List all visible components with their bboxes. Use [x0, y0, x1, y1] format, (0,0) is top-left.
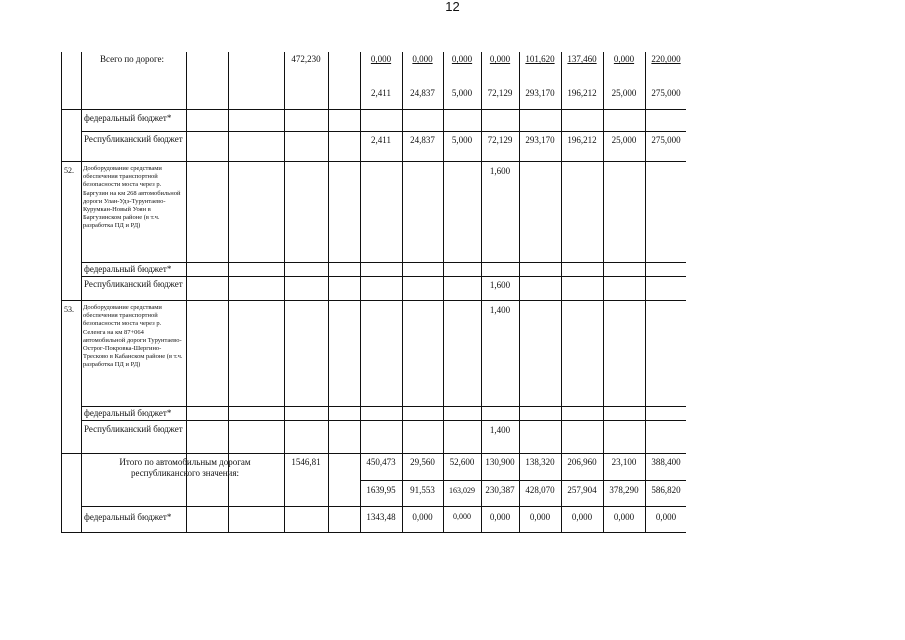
fed-budget-label-53: федеральный бюджет* [84, 408, 172, 418]
total-rep-top-4: 130,900 [485, 457, 515, 467]
total-rep-top-6: 206,960 [567, 457, 597, 467]
total-rep-top-3: 52,600 [449, 457, 475, 467]
rep-52-value: 1,600 [489, 280, 511, 290]
total-road-top-7: 0,000 [613, 54, 635, 64]
total-road-label: Всего по дороге: [100, 54, 165, 64]
total-road-bottom-3: 5,000 [451, 88, 473, 98]
total-road-bottom-6: 196,212 [567, 88, 597, 98]
fed-budget-label-1: федеральный бюджет* [84, 113, 172, 123]
rep1-val-2: 24,837 [410, 135, 435, 145]
total-road-col5: 472,230 [291, 54, 321, 64]
total-rep-bottom-1: 1639,95 [366, 485, 396, 495]
rep1-val-5: 293,170 [525, 135, 555, 145]
total-rep-top-2: 29,560 [410, 457, 435, 467]
total-road-top-5: 101,620 [525, 54, 555, 64]
total-rep-top-8: 388,400 [651, 457, 681, 467]
fed-total-val-6: 0,000 [571, 512, 593, 522]
rep1-val-7: 25,000 [611, 135, 637, 145]
total-road-bottom-1: 2,411 [371, 88, 391, 98]
total-rep-top-1: 450,473 [366, 457, 396, 467]
total-republic-col5: 1546,81 [291, 457, 321, 467]
fed-total-val-8: 0,000 [655, 512, 677, 522]
total-rep-bottom-7: 378,290 [609, 485, 639, 495]
total-road-bottom-2: 24,837 [410, 88, 435, 98]
item-52-number: 52. [64, 166, 74, 175]
rep1-val-6: 196,212 [567, 135, 597, 145]
fed-total-val-5: 0,000 [529, 512, 551, 522]
rep-budget-label-52: Республиканский бюджет [84, 279, 183, 289]
total-road-top-8: 220,000 [651, 54, 681, 64]
fed-total-val-1: 1343,48 [366, 512, 396, 522]
fed-total-val-3: 0,000 [453, 512, 471, 521]
rep1-val-8: 275,000 [651, 135, 681, 145]
total-republic-label: Итого по автомобильным дорогам республиканского значения: [119, 457, 251, 478]
item-53-value: 1,400 [489, 305, 511, 315]
fed-budget-label-total: федеральный бюджет* [84, 512, 172, 522]
total-rep-top-7: 23,100 [611, 457, 637, 467]
fed-total-val-7: 0,000 [613, 512, 635, 522]
total-rep-bottom-4: 230,387 [485, 485, 515, 495]
rep-budget-label-1: Республиканский бюджет [84, 134, 183, 144]
total-road-bottom-5: 293,170 [525, 88, 555, 98]
item-53-number: 53. [64, 305, 74, 314]
total-rep-bottom-3: 163,029 [449, 486, 475, 495]
total-road-bottom-4: 72,129 [487, 88, 513, 98]
item-52-value: 1,600 [489, 166, 511, 176]
rep-budget-label-53: Республиканский бюджет [84, 424, 183, 434]
total-rep-bottom-6: 257,904 [567, 485, 597, 495]
total-rep-bottom-2: 91,553 [410, 485, 435, 495]
total-road-top-4: 0,000 [489, 54, 511, 64]
total-road-bottom-7: 25,000 [611, 88, 637, 98]
total-rep-top-5: 138,320 [525, 457, 555, 467]
total-road-top-3: 0,000 [451, 54, 473, 64]
rep1-val-3: 5,000 [451, 135, 473, 145]
item-52-description: Дооборудование средствами обеспечения транспортной безопасности моста через р. Баргузин на км 268 автомобильной дороги Улан-Удэ-Турунтаево-Курумкан-Новый Уоян в Баргузинском районе (в т.ч. разработка ПД и РД) [83, 165, 181, 230]
total-rep-bottom-8: 586,820 [651, 485, 681, 495]
rep1-val-1: 2,411 [371, 135, 391, 145]
rep-53-value: 1,400 [489, 425, 511, 435]
total-road-top-2: 0,000 [412, 54, 433, 64]
total-rep-bottom-5: 428,070 [525, 485, 555, 495]
total-road-top-6: 137,460 [567, 54, 597, 64]
fed-budget-label-52: федеральный бюджет* [84, 264, 172, 274]
fed-total-val-4: 0,000 [489, 512, 511, 522]
rep1-val-4: 72,129 [487, 135, 513, 145]
total-road-bottom-8: 275,000 [651, 88, 681, 98]
item-53-description: Дооборудование средствами обеспечения транспортной безопасности моста через р. Селенга на км 87+064 автомобильной дороги Турунтаево-Острог-Покровка-Шергино-Тресково в Кабанском районе (в т.ч. разработка ПД и РД) [83, 304, 183, 369]
total-road-top-1: 0,000 [370, 54, 392, 64]
page-number: 12 [445, 0, 460, 14]
fed-total-val-2: 0,000 [412, 512, 433, 522]
